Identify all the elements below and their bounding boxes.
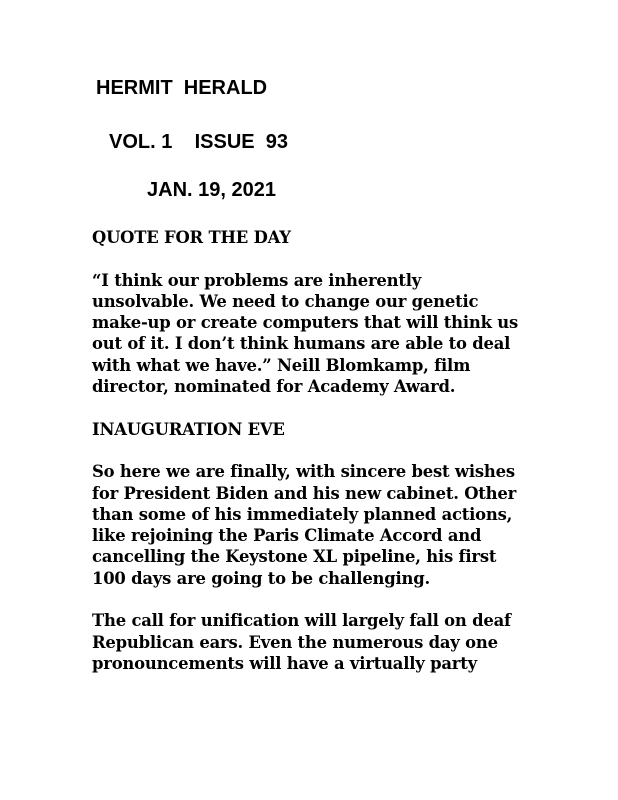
- text-line: pronouncements will have a virtually party: [92, 653, 477, 673]
- text-line: with what we have.” Neill Blomkamp, film: [92, 355, 471, 375]
- text-line: “I think our problems are inherently: [92, 270, 422, 290]
- text-line: unsolvable. We need to change our genetic: [92, 291, 479, 311]
- unification-paragraph: [92, 610, 612, 674]
- article-body: [92, 227, 612, 696]
- text-line: for President Biden and his new cabinet. Other: [92, 483, 517, 503]
- volume-issue: VOL. 1 ISSUE 93: [109, 131, 288, 153]
- newsletter-title: HERMIT HERALD: [96, 77, 268, 99]
- text-line: out of it. I don’t think humans are able to deal: [92, 334, 511, 354]
- quote-paragraph: [92, 270, 612, 398]
- text-line: Republican ears. Even the numerous day one: [92, 632, 498, 652]
- text-line: So here we are finally, with sincere best wishes: [92, 462, 515, 482]
- text-line: The call for unification will largely fall on deaf: [92, 611, 511, 631]
- text-line: than some of his immediately planned actions,: [92, 504, 513, 524]
- inauguration-paragraph: [92, 461, 612, 589]
- inauguration-heading: INAUGURATION EVE: [92, 419, 285, 439]
- quote-heading: QUOTE FOR THE DAY: [92, 228, 291, 247]
- issue-date: JAN. 19, 2021: [147, 179, 276, 201]
- text-line: make-up or create computers that will think us: [92, 313, 519, 333]
- text-line: like rejoining the Paris Climate Accord and: [92, 526, 482, 546]
- text-line: 100 days are going to be challenging.: [92, 568, 431, 588]
- text-line: director, nominated for Academy Award.: [92, 377, 456, 397]
- text-line: cancelling the Keystone XL pipeline, his first: [92, 547, 497, 567]
